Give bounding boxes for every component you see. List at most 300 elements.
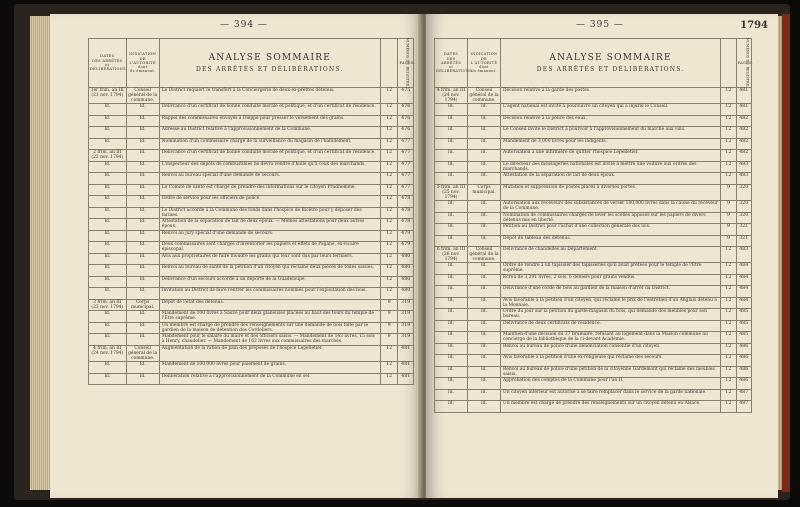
cell-register-number: 12 [380, 242, 398, 254]
cell-page-number: 319 [398, 311, 414, 323]
cell-analysis: Ordre de service pour les officiers de police. [159, 196, 380, 208]
cell-analysis: Délivrance de deux certificats de résidence. [501, 320, 721, 332]
cell-page-number: 476 [398, 104, 414, 116]
cell-authority: Id. [468, 286, 501, 298]
cell-analysis: Le Conseil invite le District à pourvoir à l'approvisionnement du marché aux vins. [501, 127, 721, 139]
cell-analysis: Maintien d'une décision du 27 brumaire, refusant au logement dans la Maison commune au concierge de la bibliothèque de la ci-devant Académie. [501, 332, 721, 344]
cell-analysis: Délivrance d'un secours accordé à un déporté de la Guadeloupe. [159, 276, 380, 288]
cell-page-number: 481 [736, 88, 751, 104]
cell-date: 2 frim. an III (22 nov. 1794) [89, 150, 127, 162]
table-row [435, 286, 752, 298]
cell-register-number: 12 [721, 286, 736, 298]
cell-date: Id. [89, 311, 127, 323]
cell-authority: Id. [126, 184, 159, 196]
cell-date: 6 frim. an III (26 nov. 1794) [435, 247, 468, 263]
table-row [89, 362, 414, 374]
table-row [435, 263, 752, 275]
year-label: 1794 [740, 20, 768, 31]
table-row [435, 389, 752, 401]
cell-authority: Id. [126, 311, 159, 323]
cell-authority: Id. [468, 343, 501, 355]
table-row [89, 115, 414, 127]
table-row [89, 88, 414, 104]
cell-authority: Id. [126, 265, 159, 277]
cell-page-number: 479 [398, 242, 414, 254]
cell-register-number: 12 [380, 253, 398, 265]
cell-authority: Id. [126, 373, 159, 385]
page-number: — 395 — [576, 20, 624, 30]
cell-page-number: 477 [398, 184, 414, 196]
cell-register-number: 12 [721, 88, 736, 104]
cell-page-number: 483 [736, 247, 751, 263]
cell-date: 4 frim. an III (24 nov. 1794) [89, 345, 127, 361]
table-row [89, 104, 414, 116]
cell-register-number: 12 [380, 88, 398, 104]
column-header-dates: DATES DES ARRÊTÉS et DÉLIBÉRATIONS. [89, 39, 127, 88]
cell-analysis: Nomination de commissaires chargés de lever les scellés apposés sur les papiers de divers détenus mis en liberté. [501, 212, 721, 224]
cell-register-number: 12 [380, 115, 398, 127]
cell-authority: Id. [468, 332, 501, 344]
book [14, 4, 790, 500]
cell-date: Id. [89, 161, 127, 173]
cell-date: Id. [89, 115, 127, 127]
cell-page-number: 486 [736, 355, 751, 367]
table-row [435, 332, 752, 344]
cell-page-number: 486 [736, 378, 751, 390]
cell-register-number: 9 [721, 235, 736, 247]
table-row [435, 247, 752, 263]
cell-page-number: 482 [736, 115, 751, 127]
table-row [89, 161, 414, 173]
table-row [89, 219, 414, 231]
table-row [89, 196, 414, 208]
cell-page-number: 485 [736, 309, 751, 321]
cell-register-number: 12 [721, 343, 736, 355]
column-header-dates: DATES DES ARRÊTÉS et DÉLIBÉRATIONS. [435, 39, 468, 88]
cell-page-number: 477 [398, 161, 414, 173]
cell-date: Id. [435, 104, 468, 116]
cell-date: Id. [435, 389, 468, 401]
cell-authority: Id. [468, 173, 501, 185]
cell-analysis: Délivrance d'un certificat de bonne conduite morale et politique, et d'un certificat de résidence. [159, 150, 380, 162]
cell-analysis: Avis favorable à la pétition d'une ex-religieuse qui réclame des secours. [501, 355, 721, 367]
cell-page-number: 476 [398, 127, 414, 139]
table-body [435, 88, 752, 413]
cell-analysis: Autorisation à une infirmière de quitter l'hospice Lepelletier. [501, 150, 721, 162]
table-row [435, 184, 752, 200]
cell-authority: Corps municipal. [126, 299, 159, 311]
table-row [435, 320, 752, 332]
cell-authority: Id. [468, 150, 501, 162]
cell-register-number: 12 [380, 127, 398, 139]
cell-analysis: Délibération relative à l'approvisionnement de la Commune en sel. [159, 373, 380, 385]
cell-page-number: 321 [736, 235, 751, 247]
cell-page-number: 320 [736, 212, 751, 224]
cell-authority: Id. [126, 138, 159, 150]
cell-register-number: 9 [721, 212, 736, 224]
cell-date: Id. [89, 196, 127, 208]
cell-date: Id. [435, 201, 468, 213]
cell-analysis: Décision relative à la garde des postes. [501, 88, 721, 104]
cell-date: Id. [89, 373, 127, 385]
cell-authority: Id. [468, 138, 501, 150]
table-row [435, 212, 752, 224]
cell-analysis: Renvoi au bureau de police d'une dénonciation consentie d'un citoyen. [501, 343, 721, 355]
cell-date: Id. [435, 235, 468, 247]
cell-date: Id. [435, 332, 468, 344]
cell-analysis: Renvoi au jury spécial d'une demande de secours. [159, 230, 380, 242]
table-row [435, 355, 752, 367]
cell-analysis: Deux commissaires sont chargés d'inventorier les papiers et effets de Pagane, ex-vicaire épiscopal. [159, 242, 380, 254]
cell-register-number: 12 [380, 161, 398, 173]
cell-analysis: Le District accorde à la Commune des fonds dans l'hospice de Bicêtre pour y déposer des farines. [159, 207, 380, 219]
cell-date: Id. [435, 401, 468, 413]
cell-analysis: Dépôt du tableau des détenus. [501, 235, 721, 247]
cell-date: Id. [89, 184, 127, 196]
cell-authority: Id. [126, 127, 159, 139]
table-row [435, 378, 752, 390]
cell-page-number: 320 [736, 201, 751, 213]
table-row [435, 173, 752, 185]
cell-authority: Id. [468, 201, 501, 213]
cell-date: Id. [89, 322, 127, 334]
cell-date: Id. [435, 161, 468, 173]
cell-date: Id. [435, 212, 468, 224]
table-row [435, 297, 752, 309]
cell-register-number: 9 [380, 299, 398, 311]
cell-register-number: 12 [721, 320, 736, 332]
cell-register-number: 12 [721, 401, 736, 413]
cell-authority: Id. [468, 297, 501, 309]
table-row [89, 173, 414, 185]
cell-page-number: 487 [736, 401, 751, 413]
cell-register-number: 12 [380, 276, 398, 288]
cell-date: Id. [435, 378, 468, 390]
cell-authority: Id. [126, 161, 159, 173]
cell-register-number: 12 [721, 150, 736, 162]
cell-page-number: 486 [736, 343, 751, 355]
cell-page-number: 478 [398, 219, 414, 231]
cell-register-number: 12 [721, 332, 736, 344]
cell-authority: Id. [126, 104, 159, 116]
cell-page-number: 475 [398, 88, 414, 104]
cell-register-number: 12 [380, 362, 398, 374]
cell-page-number: 476 [398, 115, 414, 127]
cell-register-number: 12 [721, 127, 736, 139]
column-header-pages: PAGES. [398, 39, 414, 88]
cell-analysis: Avis aux propriétaires de faire moudre les grains qui leur sont dus par leurs fermiers. [159, 253, 380, 265]
table-row [89, 276, 414, 288]
cell-authority: Id. [468, 235, 501, 247]
cell-authority: Id. [468, 401, 501, 413]
cell-register-number: 12 [721, 297, 736, 309]
cell-analysis: Mandement pour le salaire du maire et des officiers saisis. — Mandement de 143 livres, 15 sols à Henry, chaudelier. — Mandement de 162 livres aux commissaires des marchés. [159, 334, 380, 346]
column-header-register: NUMÉROS DU REGISTRE. [721, 39, 736, 88]
cell-page-number: 478 [398, 207, 414, 219]
cell-analysis: Un membre est chargé de prendre des renseignements sur une demande de bois faite par le gardien de la maison de détention des Cordeliers. [159, 322, 380, 334]
cell-authority: Id. [468, 224, 501, 236]
cell-analysis: Écrou de 3,391 livres, 2 sols, 6 deniers pour grains vendus. [501, 274, 721, 286]
cell-date: Id. [89, 230, 127, 242]
cell-register-number: 9 [721, 184, 736, 200]
table-row [435, 150, 752, 162]
cell-page-number: 480 [398, 253, 414, 265]
cell-authority: Id. [126, 288, 159, 300]
column-header-register: NUMÉROS DU REGISTRE. [380, 39, 398, 88]
table-row [435, 274, 752, 286]
cell-date: Id. [89, 265, 127, 277]
cell-authority: Id. [468, 389, 501, 401]
cell-analysis: Autorisation aux receveurs des subsistances de verser 100,000 livres dans la caisse du receveur de la Commune. [501, 201, 721, 213]
cell-analysis: Délivrance d'un certificat de bonne conduite morale et politique, et d'un certificat de résidence. [159, 104, 380, 116]
cell-analysis: Augmentation de la ration de pain des préposés de l'hospice Lepelletier. [159, 345, 380, 361]
cell-date: Id. [435, 366, 468, 378]
cell-page-number: 486 [736, 366, 751, 378]
cell-register-number: 12 [721, 115, 736, 127]
cell-authority: Id. [126, 115, 159, 127]
cell-register-number: 12 [380, 138, 398, 150]
table-row [89, 138, 414, 150]
cell-register-number: 12 [380, 104, 398, 116]
column-header-pages: PAGES. [736, 39, 751, 88]
cell-page-number: 480 [398, 288, 414, 300]
cell-date: Id. [435, 224, 468, 236]
cell-page-number: 485 [736, 332, 751, 344]
cell-analysis: Nomination d'un commissaire chargé de la surveillance du magasin de l'habillement. [159, 138, 380, 150]
cell-analysis: Approbation des comptes de la Commune pour l'an II. [501, 378, 721, 390]
cell-date: Id. [435, 138, 468, 150]
table-row [89, 288, 414, 300]
cell-date: Id. [435, 263, 468, 275]
cell-analysis: Le directeur des messageries nationales est invité à mettre une voiture aux ordres des marchands. [501, 161, 721, 173]
cell-authority: Id. [468, 212, 501, 224]
table-row [89, 207, 414, 219]
cell-date: Id. [89, 253, 127, 265]
cell-date: Id. [89, 334, 127, 346]
cell-date: Id. [89, 362, 127, 374]
cell-page-number: 487 [736, 389, 751, 401]
page-stack-left [30, 16, 50, 490]
cell-page-number: 482 [736, 127, 751, 139]
table-row [435, 235, 752, 247]
table-row [89, 230, 414, 242]
cell-page-number: 481 [736, 104, 751, 116]
cell-page-number: 319 [398, 322, 414, 334]
cell-date: Id. [435, 173, 468, 185]
cell-authority: Conseil général de la commune. [469, 247, 499, 263]
cell-authority: Id. [126, 219, 159, 231]
cell-date: Id. [89, 104, 127, 116]
cell-register-number: 12 [721, 104, 736, 116]
cell-date: Id. [435, 127, 468, 139]
table-row [435, 104, 752, 116]
cell-authority: Id. [468, 104, 501, 116]
table-row [89, 253, 414, 265]
cell-register-number: 12 [721, 161, 736, 173]
cell-register-number: 12 [380, 207, 398, 219]
cell-authority: Id. [468, 263, 501, 275]
cell-page-number: 320 [736, 184, 751, 200]
table-row [435, 138, 752, 150]
register-table [88, 38, 414, 385]
cell-authority: Id. [468, 355, 501, 367]
cell-authority: Id. [126, 242, 159, 254]
cell-analysis: Renvoi au bureau spécial d'une demande de secours. [159, 173, 380, 185]
cell-date: Id. [89, 288, 127, 300]
cell-date: 1er frim. an III (21 nov. 1794) [89, 88, 127, 104]
cell-date: 3 frim. an III (23 nov. 1794) [89, 299, 127, 311]
table-row [89, 373, 414, 385]
cell-analysis: Un membre est chargé de prendre des renseignements sur un citoyen détenu en Alsace. [501, 401, 721, 413]
cell-date: 5 frim. an III (25 nov. 1794) [435, 184, 468, 200]
cell-authority: Id. [126, 196, 159, 208]
table-row [89, 345, 414, 361]
cell-authority: Id. [468, 127, 501, 139]
left-page [50, 14, 422, 498]
cell-date: Id. [89, 242, 127, 254]
cell-analysis: Un citoyen inférieur est autorisé à se faire remplacer dans le service de la garde nationale. [501, 389, 721, 401]
cell-authority: Id. [126, 150, 159, 162]
table-row [435, 366, 752, 378]
cell-analysis: Mandement de 3,000 livres pour les indigents. [501, 138, 721, 150]
cell-register-number: 12 [721, 355, 736, 367]
cell-register-number: 12 [380, 345, 398, 361]
cell-analysis: Le Comité de santé est chargé de prendre des informations sur le citoyen Prudhomme. [159, 184, 380, 196]
cell-date: Id. [89, 219, 127, 231]
table-row [435, 401, 752, 413]
cell-analysis: Délivrance de chandelles au Département. [501, 247, 721, 263]
cell-authority: Id. [468, 274, 501, 286]
cell-authority: Id. [468, 366, 501, 378]
cell-register-number: 12 [721, 173, 736, 185]
cell-date: Id. [89, 138, 127, 150]
cell-date: Id. [435, 297, 468, 309]
cell-register-number: 12 [380, 265, 398, 277]
cell-page-number: 477 [398, 138, 414, 150]
cell-analysis: Renvoi au bureau de santé de la pétition d'un citoyen qui réclame deux pièces de toiles saisies. [159, 265, 380, 277]
cell-date: Id. [89, 207, 127, 219]
table-row [435, 343, 752, 355]
cell-page-number: 482 [736, 138, 751, 150]
cell-analysis: Le District requiert le transfert à la Conciergerie de deux ex-prêtres détenus. [159, 88, 380, 104]
table-row [89, 334, 414, 346]
cell-register-number: 9 [721, 201, 736, 213]
cell-page-number: 484 [736, 286, 751, 298]
cell-page-number: 319 [398, 334, 414, 346]
cell-register-number: 12 [721, 309, 736, 321]
table-row [89, 127, 414, 139]
cell-date: Id. [89, 276, 127, 288]
cell-analysis: Attestation de la séparation de lait de deux époux. — Mêmes attestations pour deux autres époux. [159, 219, 380, 231]
cell-authority: Id. [126, 253, 159, 265]
cell-page-number: 477 [398, 150, 414, 162]
cell-analysis: Adresse au District relative à l'approvisionnement de la Commune. [159, 127, 380, 139]
cell-analysis: Décision relative à la police des eaux. [501, 115, 721, 127]
cell-authority: Id. [126, 276, 159, 288]
cell-register-number: 12 [721, 138, 736, 150]
table-row [89, 299, 414, 311]
cell-register-number: 9 [380, 311, 398, 323]
column-header-authority: INDICATION DE L'AUTORITÉ dont ils émanent. [468, 39, 501, 88]
cell-date: Id. [435, 115, 468, 127]
column-header-analysis: ANALYSE SOMMAIRE DES ARRÊTÉS ET DÉLIBÉRATIONS. [159, 39, 380, 88]
cell-register-number: 12 [380, 173, 398, 185]
table-body [89, 88, 414, 385]
cell-page-number: 481 [398, 362, 414, 374]
cell-page-number: 484 [736, 297, 751, 309]
cell-date: Id. [435, 309, 468, 321]
cell-register-number: 12 [380, 219, 398, 231]
cell-authority: Id. [468, 309, 501, 321]
table-row [89, 265, 414, 277]
cell-date: Id. [435, 274, 468, 286]
cell-page-number: 485 [736, 320, 751, 332]
table-row [435, 88, 752, 104]
cell-register-number: 12 [721, 366, 736, 378]
cell-authority: Id. [126, 207, 159, 219]
cell-register-number: 12 [721, 263, 736, 275]
cell-register-number: 12 [721, 378, 736, 390]
cell-register-number: 12 [380, 184, 398, 196]
cell-page-number: 480 [398, 276, 414, 288]
cell-analysis: Attestation de la séparation de lait de deux époux. [501, 173, 721, 185]
column-header-analysis: ANALYSE SOMMAIRE DES ARRÊTÉS ET DÉLIBÉRATIONS. [501, 39, 721, 88]
cell-date: Id. [435, 355, 468, 367]
table-row [435, 201, 752, 213]
cell-page-number: 482 [736, 150, 751, 162]
table-row [435, 161, 752, 173]
page-number: — 394 — [220, 20, 268, 30]
cell-register-number: 9 [721, 224, 736, 236]
cell-analysis: Délivrance d'une corde de bois au gardien de la maison d'arrêt du District. [501, 286, 721, 298]
cell-analysis: Invitation au District de faire rentrer les commissaires nommés pour l'exploitation des bois. [159, 288, 380, 300]
table-row [89, 311, 414, 323]
cell-analysis: Ordre du jour sur la pétition du garde-magasin du bois, qui demande des meubles pour son bureau. [501, 309, 721, 321]
cell-authority: Id. [126, 173, 159, 185]
cell-register-number: 9 [380, 322, 398, 334]
table-row [435, 127, 752, 139]
table-row [89, 242, 414, 254]
cell-analysis: Mutation et suppression de postes placés à diverses portes. [501, 184, 721, 200]
cell-authority: Id. [126, 322, 159, 334]
register-table [434, 38, 752, 413]
cell-authority: Id. [126, 334, 159, 346]
cell-page-number: 478 [398, 196, 414, 208]
cell-page-number: 481 [398, 345, 414, 361]
cell-analysis: Pétition au District pour l'achat d'une collection générale des lois. [501, 224, 721, 236]
cell-date: Id. [435, 286, 468, 298]
cell-analysis: Renvoi au bureau de police d'une pétition de la citoyenne Gardemont qui réclame des meubles saisis. [501, 366, 721, 378]
cell-date: Id. [89, 173, 127, 185]
cell-page-number: 484 [736, 274, 751, 286]
cell-page-number: 483 [736, 173, 751, 185]
cell-authority: Conseil général de la commune. [128, 345, 158, 361]
table-row [435, 224, 752, 236]
cell-authority: Id. [468, 115, 501, 127]
cell-date: Id. [89, 127, 127, 139]
cell-analysis: Avis favorable à la pétition d'un citoyen, qui réclame le prix de l'entretien d'un Anglais détenu à la Monnaie. [501, 297, 721, 309]
cell-analysis: L'inspecteur des dépôts de combustibles ne devra vendre d'huile qu'à ceux des marchands. [159, 161, 380, 173]
cell-page-number: 321 [736, 224, 751, 236]
cell-register-number: 12 [721, 274, 736, 286]
cell-register-number: 12 [721, 247, 736, 263]
cell-register-number: 12 [380, 373, 398, 385]
cell-analysis: L'agent national est invité à poursuivre un citoyen qui a injurié le Conseil. [501, 104, 721, 116]
cell-analysis: Rappel des commissaires envoyés à Dieppe pour presser le versement des grains. [159, 115, 380, 127]
cell-authority: Id. [468, 161, 501, 173]
cell-analysis: Ordre de rendre à un tapissier des tapisseries qu'il avait prêtées pour le temple de l'Être suprême. [501, 263, 721, 275]
cell-authority: Id. [468, 378, 501, 390]
